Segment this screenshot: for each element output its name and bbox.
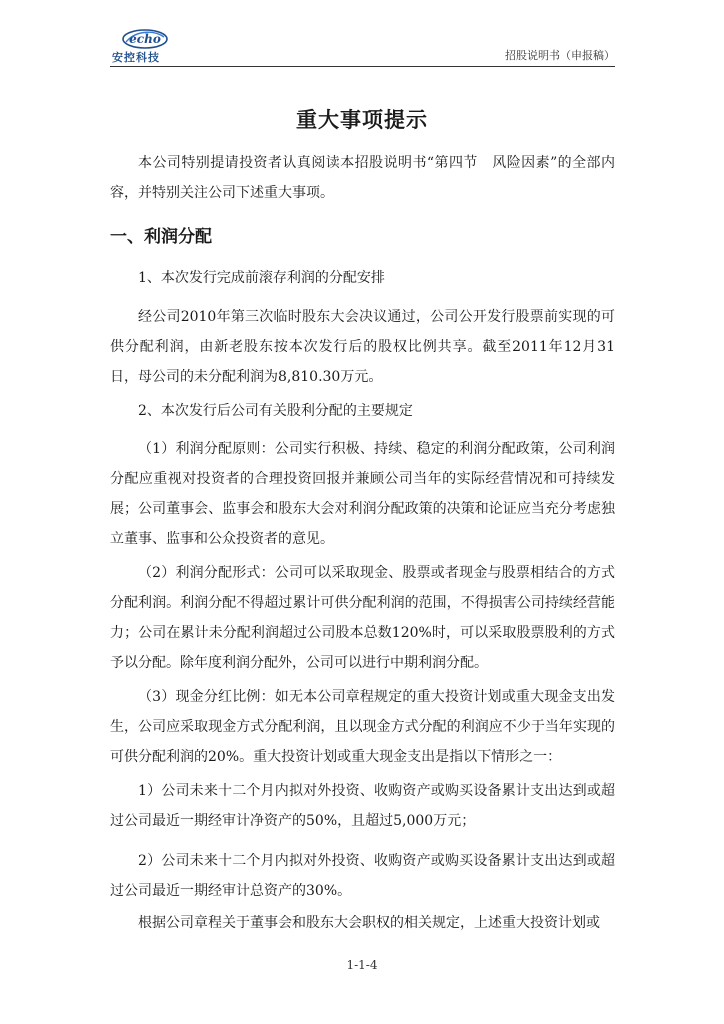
list-item-case-2: 2）公司未来十二个月内拟对外投资、收购资产或购买设备累计支出达到或超过公司最近一期经审计总资产的30%。	[110, 853, 615, 899]
page-title: 重大事项提示	[296, 108, 428, 132]
logo-text: 安控科技	[112, 51, 160, 64]
company-logo	[110, 28, 180, 64]
section-heading-profit-distribution: 一、利润分配	[110, 227, 212, 247]
paragraph-pre-issue-profit: 经公司2010年第三次临时股东大会决议通过，公司公开发行股票前实现的可供分配利润，由新老股东按本次发行后的股权比例共享。截至2011年12月31日，母公司的未分配利润为8,810.30万元。	[110, 309, 615, 385]
page-header	[110, 28, 615, 67]
paragraph-distribution-principle: （1）利润分配原则：公司实行积极、持续、稳定的利润分配政策，公司利润分配应重视对投资者的合理投资回报并兼顾公司当年的实际经营情况和可持续发展；公司董事会、监事会和股东大会对利润分配政策的决策和论证应当充分考虑独立董事、监事和公众投资者的意见。	[110, 441, 615, 547]
subheading-dividend-rules: 2、本次发行后公司有关股利分配的主要规定	[138, 403, 413, 419]
logo-mark-icon	[120, 28, 170, 50]
page-number: 1-1-4	[346, 958, 378, 972]
intro-paragraph: 本公司特别提请投资者认真阅读本招股说明书“第四节 风险因素”的全部内容，并特别关注公司下述重大事项。	[110, 155, 615, 201]
subheading-pre-issue-profit: 1、本次发行完成前滚存利润的分配安排	[138, 270, 385, 286]
paragraph-cash-dividend-ratio: （3）现金分红比例：如无本公司章程规定的重大投资计划或重大现金支出发生，公司应采取现金方式分配利润，且以现金方式分配的利润应不少于当年实现的可供分配利润的20%。重大投资计划或重大现金支出是指以下情形之一：	[110, 689, 615, 765]
svg-text:echo: echo	[129, 32, 161, 46]
document-title: 招股说明书（申报稿）	[505, 49, 615, 62]
list-item-case-1: 1）公司未来十二个月内拟对外投资、收购资产或购买设备累计支出达到或超过公司最近一期经审计净资产的50%，且超过5,000万元；	[110, 783, 615, 829]
paragraph-closing: 根据公司章程关于董事会和股东大会职权的相关规定，上述重大投资计划或	[138, 915, 600, 931]
paragraph-distribution-form: （2）利润分配形式：公司可以采取现金、股票或者现金与股票相结合的方式分配利润。利润分配不得超过累计可供分配利润的范围，不得损害公司持续经营能力；公司在累计未分配利润超过公司股本总数120%时，可以采取股票股利的方式予以分配。除年度利润分配外，公司可以进行中期利润分配。	[110, 565, 615, 671]
